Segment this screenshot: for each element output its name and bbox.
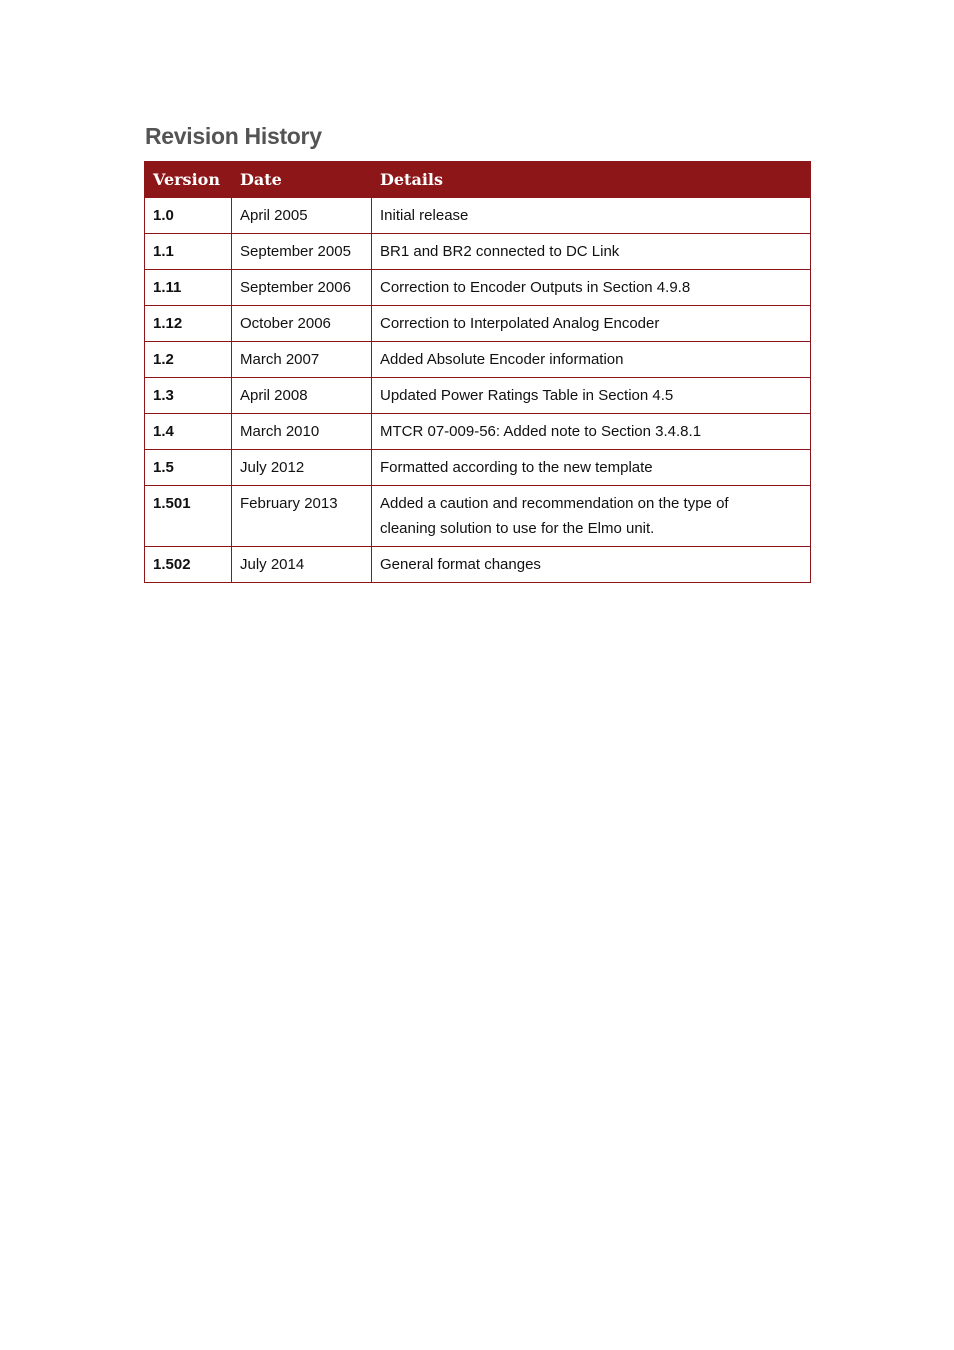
table-row	[145, 198, 811, 234]
table-row	[145, 486, 811, 547]
details-cell: Initial release	[372, 198, 811, 234]
details-cell: Formatted according to the new template	[372, 450, 811, 486]
version-cell: 1.5	[145, 450, 232, 486]
details-cell: Correction to Interpolated Analog Encoder	[372, 306, 811, 342]
column-header-details: Details	[372, 162, 811, 198]
date-cell: July 2012	[232, 450, 372, 486]
details-cell: MTCR 07-009-56: Added note to Section 3.4.8.1	[372, 414, 811, 450]
section-heading: Revision History	[145, 123, 322, 149]
version-cell: 1.0	[145, 198, 232, 234]
details-cell: Added a caution and recommendation on the type of cleaning solution to use for the Elmo unit.	[372, 486, 811, 547]
table-row	[145, 234, 811, 270]
table-row	[145, 378, 811, 414]
date-cell: April 2008	[232, 378, 372, 414]
version-cell: 1.4	[145, 414, 232, 450]
date-cell: July 2014	[232, 547, 372, 583]
table-row	[145, 342, 811, 378]
version-cell: 1.11	[145, 270, 232, 306]
date-cell: April 2005	[232, 198, 372, 234]
details-cell: Added Absolute Encoder information	[372, 342, 811, 378]
date-cell: March 2010	[232, 414, 372, 450]
column-header-version: Version	[145, 162, 232, 198]
table-row	[145, 450, 811, 486]
details-cell: Correction to Encoder Outputs in Section 4.9.8	[372, 270, 811, 306]
details-cell: BR1 and BR2 connected to DC Link	[372, 234, 811, 270]
table-row	[145, 306, 811, 342]
date-cell: March 2007	[232, 342, 372, 378]
version-cell: 1.2	[145, 342, 232, 378]
version-cell: 1.1	[145, 234, 232, 270]
date-cell: February 2013	[232, 486, 372, 547]
details-cell: Updated Power Ratings Table in Section 4.5	[372, 378, 811, 414]
table-row	[145, 414, 811, 450]
date-cell: October 2006	[232, 306, 372, 342]
date-cell: September 2006	[232, 270, 372, 306]
column-header-date: Date	[232, 162, 372, 198]
table-row	[145, 547, 811, 583]
version-cell: 1.3	[145, 378, 232, 414]
version-cell: 1.502	[145, 547, 232, 583]
table-header-row	[145, 162, 811, 198]
version-cell: 1.501	[145, 486, 232, 547]
version-cell: 1.12	[145, 306, 232, 342]
details-cell: General format changes	[372, 547, 811, 583]
revision-history-table	[144, 161, 811, 583]
table-row	[145, 270, 811, 306]
date-cell: September 2005	[232, 234, 372, 270]
